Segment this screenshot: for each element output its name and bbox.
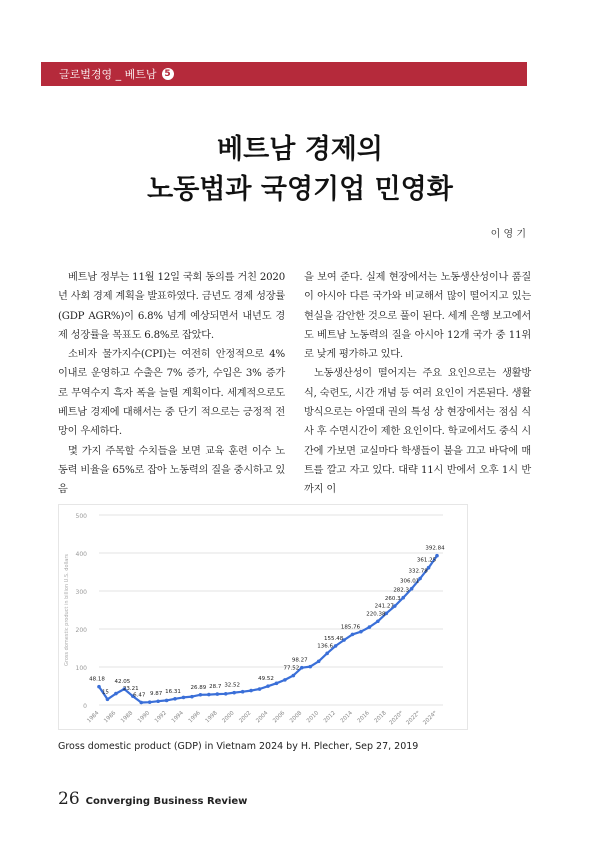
data-point bbox=[224, 692, 228, 696]
data-label: 282.3 bbox=[393, 587, 410, 594]
paragraph: 소비자 물가지수(CPI)는 여전히 안정적으로 4%이내로 운영하고 수출은 7% 증가, 수입은 3% 증가로 무역수지 흑자 폭을 늘릴 계획이다. 세계적으로도 베트남 경제에 대해서는 중 단기 적으로는 긍정적 전망이 우세하다. bbox=[58, 349, 285, 438]
data-label: 6.47 bbox=[133, 692, 146, 699]
x-tick-label: 2016 bbox=[356, 710, 371, 725]
paragraph: 노동생산성이 떨어지는 주요 요인으로는 생활방식, 숙련도, 시간 개념 등 여러 요인이 거론된다. 생활방식으로는 아열대 권의 특성 상 현장에서는 점심 식사 후 수면시간이 제한 요인이다. 학교에서도 중식 시간에 가보면 교실마다 학생들이 불을 끄고 바닥에 매트를 깔고 자고 있다. 대략 11시 반에서 오후 1시 반까지 이 bbox=[304, 368, 531, 496]
paragraph: 몇 가지 주목할 수치들을 보면 교육 훈련 이수 노동력 비율을 65%로 잡아 노동력의 질을 중시하고 있음 bbox=[58, 445, 285, 496]
x-tick-label: 2008 bbox=[289, 710, 304, 725]
data-point bbox=[106, 698, 110, 702]
data-point bbox=[410, 587, 414, 591]
data-point bbox=[232, 691, 236, 695]
data-point bbox=[182, 696, 186, 700]
x-tick-label: 2022* bbox=[405, 710, 422, 727]
data-point bbox=[249, 689, 253, 693]
x-tick-label: 1988 bbox=[120, 710, 135, 725]
data-point bbox=[156, 699, 160, 703]
data-point bbox=[300, 666, 304, 670]
data-point bbox=[190, 695, 194, 699]
data-label: 77.52 bbox=[283, 665, 300, 672]
y-tick-label: 500 bbox=[75, 513, 87, 520]
data-point bbox=[114, 692, 118, 696]
data-point bbox=[258, 687, 262, 691]
gdp-chart-figure bbox=[58, 504, 468, 730]
x-tick-label: 2014 bbox=[339, 710, 354, 725]
data-point bbox=[139, 701, 143, 705]
article-title bbox=[0, 130, 600, 210]
body-column-right bbox=[304, 268, 531, 500]
x-tick-label: 2000 bbox=[221, 710, 236, 725]
data-point bbox=[351, 633, 355, 637]
data-point bbox=[216, 692, 220, 696]
data-point bbox=[376, 619, 380, 623]
y-tick-label: 200 bbox=[75, 627, 87, 634]
data-point bbox=[241, 690, 245, 694]
x-tick-label: 1996 bbox=[187, 710, 202, 725]
data-label: 49.52 bbox=[258, 676, 274, 683]
data-label: 260.3 bbox=[384, 596, 401, 603]
data-label: 23.21 bbox=[122, 686, 139, 693]
data-label: 155.48 bbox=[323, 635, 344, 642]
data-label: 392.84 bbox=[425, 545, 445, 552]
data-label: 306.01 bbox=[400, 578, 420, 585]
x-tick-label: 2006 bbox=[272, 710, 287, 725]
data-label: 16.31 bbox=[165, 688, 181, 695]
x-tick-label: 2012 bbox=[322, 710, 338, 725]
data-point bbox=[292, 674, 296, 678]
data-label: 332.78 bbox=[408, 568, 428, 575]
section-label: 글로벌경영 _ 베트남 bbox=[59, 68, 157, 81]
y-tick-label: 0 bbox=[83, 703, 87, 710]
data-label: 98.27 bbox=[291, 657, 308, 664]
data-label: 361.25 bbox=[416, 557, 437, 564]
data-point bbox=[283, 678, 287, 682]
data-point bbox=[173, 697, 177, 701]
data-point bbox=[401, 596, 405, 600]
section-number-badge: 5 bbox=[162, 68, 174, 80]
paragraph: 을 보여 준다. 실제 현장에서는 노동생산성이나 품질이 아시아 다른 국가와 비교해서 많이 떨어지고 있는 현실을 감안한 것으로 풀이 된다. 세계 은행 보고에서도 베트남 노동력의 질을 아시아 12개 국가 중 11위로 낮게 평가하고 있다. bbox=[304, 272, 531, 361]
data-point bbox=[334, 644, 338, 648]
journal-name: Converging Business Review bbox=[85, 796, 248, 807]
x-tick-label: 1986 bbox=[103, 710, 118, 725]
title-line-2: 노동법과 국영기업 민영화 bbox=[147, 174, 453, 205]
data-label: 48.18 bbox=[89, 676, 105, 683]
x-tick-label: 1990 bbox=[136, 710, 152, 725]
figure-caption: Gross domestic product (GDP) in Vietnam 2024 by H. Plecher, Sep 27, 2019 bbox=[58, 741, 419, 752]
x-tick-label: 2010 bbox=[305, 710, 321, 725]
data-point bbox=[266, 684, 270, 688]
x-tick-label: 2018 bbox=[373, 710, 388, 725]
data-label: 136.6 bbox=[317, 643, 334, 650]
data-label: 42.05 bbox=[114, 679, 131, 686]
x-tick-label: 1984 bbox=[86, 710, 101, 725]
page-footer bbox=[58, 789, 247, 809]
data-label: 28.7 bbox=[209, 684, 222, 691]
title-line-1: 베트남 경제의 bbox=[217, 134, 383, 165]
data-label: 185.76 bbox=[340, 624, 361, 631]
data-point bbox=[325, 652, 329, 656]
data-point bbox=[165, 699, 169, 703]
page-number: 26 bbox=[58, 789, 80, 809]
body-column-left bbox=[58, 268, 285, 500]
y-tick-label: 100 bbox=[75, 665, 87, 672]
paragraph: 베트남 정부는 11월 12일 국회 동의를 거친 2020년 사회 경제 계획을 발표하였다. 금년도 경제 성장률(GDP AGR%)이 6.8% 넘게 예상되면서 내년도 경제 성장률을 목표도 6.8%로 잡았다. bbox=[58, 272, 285, 341]
data-point bbox=[207, 693, 211, 697]
y-tick-label: 300 bbox=[75, 589, 87, 596]
x-tick-label: 1994 bbox=[170, 710, 185, 725]
data-point bbox=[368, 625, 372, 629]
gdp-line-chart bbox=[59, 505, 467, 729]
x-tick-label: 2024* bbox=[422, 710, 439, 727]
x-tick-label: 2004 bbox=[255, 710, 270, 725]
data-label: 26.89 bbox=[190, 684, 207, 691]
x-tick-label: 2002 bbox=[238, 710, 253, 725]
y-axis-label: Gross domestic product in billion U.S. dollars bbox=[64, 553, 70, 667]
author-name: 이 영 기 bbox=[490, 229, 526, 240]
y-tick-label: 400 bbox=[75, 551, 87, 558]
data-label: 32.52 bbox=[224, 682, 241, 689]
data-point bbox=[317, 660, 321, 664]
data-label: 9.87 bbox=[150, 691, 163, 698]
data-point bbox=[308, 665, 312, 669]
x-tick-label: 1998 bbox=[204, 710, 219, 725]
data-point bbox=[148, 700, 152, 704]
x-tick-label: 1992 bbox=[153, 710, 169, 725]
data-label: 241.27 bbox=[374, 603, 394, 610]
data-point bbox=[97, 685, 101, 689]
data-label: 15 bbox=[101, 689, 109, 696]
data-label: 220.38 bbox=[366, 611, 386, 618]
data-point bbox=[275, 682, 279, 686]
section-header-bar bbox=[41, 62, 527, 86]
x-tick-label: 2020* bbox=[388, 710, 405, 727]
data-point bbox=[199, 693, 203, 697]
